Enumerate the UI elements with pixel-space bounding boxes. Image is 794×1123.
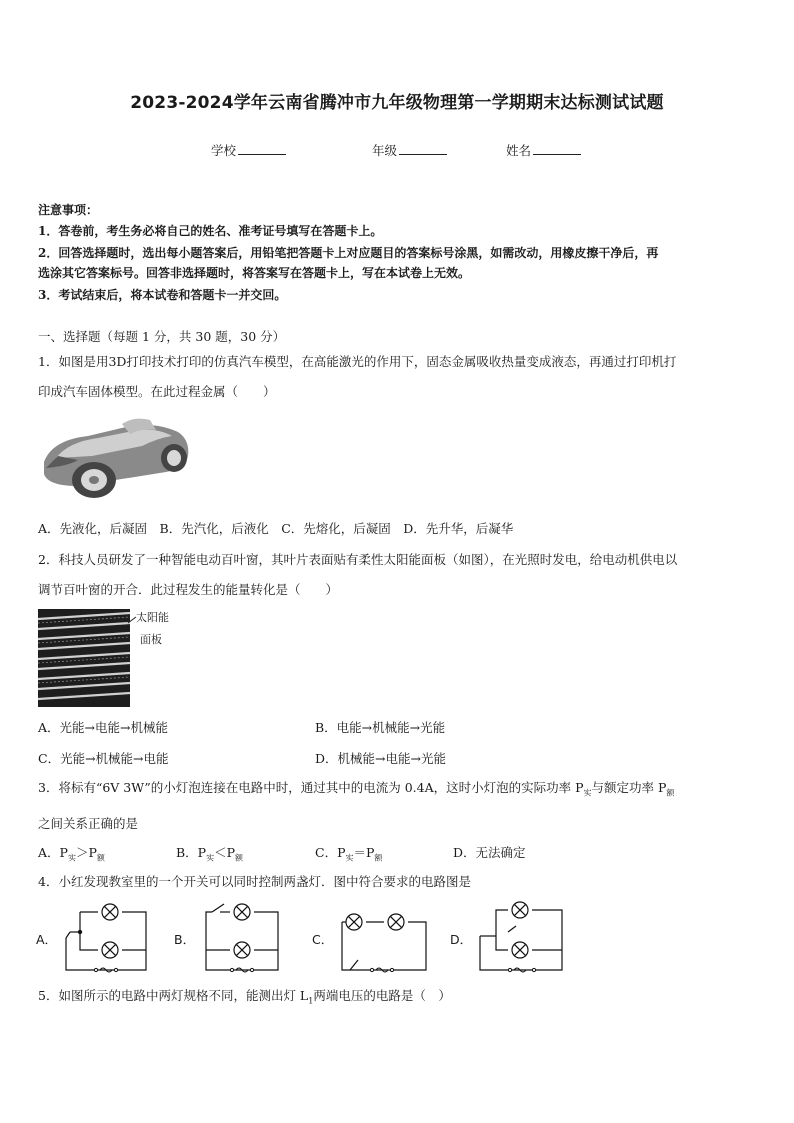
name-label: 姓名 — [506, 143, 532, 158]
grade-label: 年级 — [372, 143, 398, 158]
notice-item: 选涂其它答案标号。回答非选择题时，将答案写在答题卡上，写在本试卷上无效。 — [38, 266, 471, 280]
q4-label-d: D． — [450, 932, 473, 947]
section-heading: 一、选择题（每题 1 分，共 30 题，30 分） — [38, 329, 286, 344]
q4-label-c: C． — [312, 932, 334, 947]
grade-field — [372, 141, 447, 159]
q2-line2: 调节百叶窗的开合．此过程发生的能量转化是（ ） — [38, 582, 339, 597]
q3-option-a: A．$P_实>P_额$ — [38, 845, 105, 863]
name-blank — [533, 143, 581, 155]
circuit-d — [480, 910, 562, 970]
q3-option-b: B．$P_实<P_额$ — [176, 845, 244, 863]
q3-line1: 3．将标有“6V 3W”的小灯泡连接在电路中时，通过其中的电流为 0.4A，这时小灯泡的实际功率 $P_实$与额定功率 $P_额$ — [38, 780, 675, 798]
school-field — [211, 141, 286, 159]
q3-option-c: C．$P_实=P_额$ — [315, 845, 383, 863]
solar-label-1: 太阳能 — [136, 611, 169, 624]
q2-option-d: D．机械能→电能→光能 — [315, 751, 446, 766]
q3-line2: 之间关系正确的是 — [38, 815, 139, 831]
question-3 — [38, 773, 763, 839]
school-blank — [238, 143, 286, 155]
q1-line1: 1．如图是用3D打印技术打印的仿真汽车模型，在高能激光的作用下，固态金属吸收热量变成液态，再通过打印机打 — [38, 354, 677, 369]
question-4: 4．小红发现教室里的一个开关可以同时控制两盏灯．图中符合要求的电路图是 — [38, 874, 471, 889]
q1-line2: 印成汽车固体模型。在此过程金属（ ） — [38, 384, 276, 399]
q2-option-a: A．光能→电能→机械能 — [38, 720, 168, 735]
car-model-image — [38, 416, 194, 502]
circuit-a — [66, 912, 146, 970]
notice-item: 2．回答选择题时，选出每小题答案后，用铅笔把答题卡上对应题目的答案标号涂黑，如需改动，用橡皮擦干净后，再 — [38, 246, 659, 260]
q4-circuit-diagrams — [36, 898, 756, 980]
q3-option-d: D．无法确定 — [453, 845, 526, 860]
question-5: 5．如图所示的电路中两灯规格不同，能测出灯 $L_1$两端电压的电路是（ ） — [38, 988, 451, 1006]
question-2 — [38, 545, 763, 605]
q4-label-b: B． — [174, 932, 196, 947]
q1-options: A．先液化，后凝固 B．先汽化，后液化 C．先熔化，后凝固 D．先升华，后凝华 — [38, 521, 514, 536]
q2-option-c: C．光能→机械能→电能 — [38, 751, 169, 766]
q4-label-a: A． — [36, 932, 58, 947]
school-label: 学校 — [211, 143, 237, 158]
q2-line1: 2．科技人员研发了一种智能电动百叶窗，其叶片表面贴有柔性太阳能面板（如图），在光照时发电，给电动机供电以 — [38, 552, 678, 567]
notice-block — [38, 200, 758, 305]
solar-blind-image — [38, 609, 172, 707]
page-title: 2023-2024学年云南省腾冲市九年级物理第一学期期末达标测试试题 — [130, 93, 664, 113]
grade-blank — [399, 143, 447, 155]
question-1 — [38, 347, 763, 407]
notice-heading: 注意事项： — [38, 203, 99, 217]
solar-label-2: 面板 — [140, 633, 162, 646]
q2-option-b: B．电能→机械能→光能 — [315, 720, 446, 735]
notice-item: 1．答卷前，考生务必将自己的姓名、准考证号填写在答题卡上。 — [38, 224, 383, 238]
name-field — [506, 141, 581, 159]
notice-item: 3．考试结束后，将本试卷和答题卡一并交回。 — [38, 288, 287, 302]
